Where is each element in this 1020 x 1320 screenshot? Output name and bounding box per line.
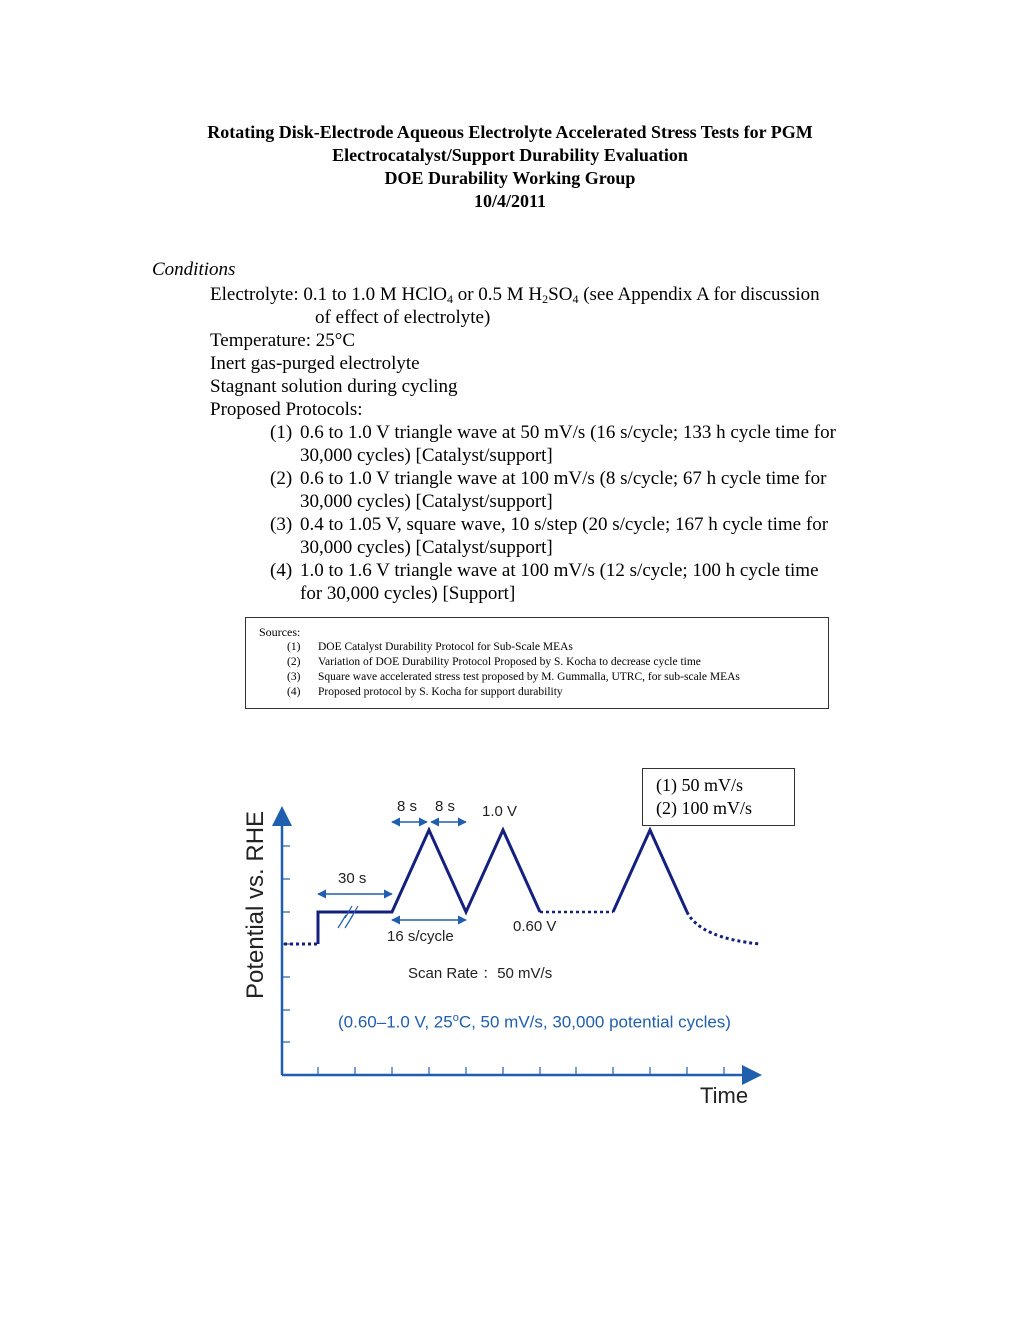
label-upper-potential: 1.0 V <box>482 803 518 820</box>
title-line-1: Rotating Disk-Electrode Aqueous Electrolyte Accelerated Stress Tests for PGM <box>207 122 813 142</box>
protocol-item-cont: 30,000 cycles) [Catalyst/support] <box>300 445 553 466</box>
label-8s-b: 8 s <box>435 798 456 815</box>
break-marks <box>338 906 358 928</box>
waveform-line-last <box>613 830 687 912</box>
title-line-2: Electrocatalyst/Support Durability Evaluation <box>332 145 688 165</box>
title-date: 10/4/2011 <box>473 191 546 211</box>
electrolyte-line-cont: of effect of electrolyte) <box>315 307 491 328</box>
label-cycle-time: 16 s/cycle <box>387 928 454 945</box>
protocol-item-cont: 30,000 cycles) [Catalyst/support] <box>300 491 553 512</box>
protocol-item-cont: 30,000 cycles) [Catalyst/support] <box>300 537 553 558</box>
title-line-3: DOE Durability Working Group <box>384 168 636 188</box>
label-30s: 30 s <box>338 870 367 887</box>
sources-box: Sources: (1) DOE Catalyst Durability Protocol for Sub-Scale MEAs (2) Variation of DOE Durability Protocol Proposed by S. Kocha to decrease cycle time (3) Square wave accelerated stress test proposed by M. Gummalla, UTRC, for sub-scale MEAs (4) Proposed protocol by S. Kocha for support durability <box>245 617 829 709</box>
label-scan-rate: Scan Rate ：50 mV/s <box>408 965 553 982</box>
label-8s-a: 8 s <box>397 798 418 815</box>
temperature-line: Temperature: 25°C <box>210 330 356 351</box>
legend-item: (1) 50 mV/s <box>656 775 743 795</box>
label-lower-potential: 0.60 V <box>513 918 557 935</box>
legend-item: (2) 100 mV/s <box>656 798 752 818</box>
document-title <box>0 121 1020 213</box>
test-conditions-summary: (0.60–1.0 V, 25$^o$C, 50 mV/s, 30,000 potential cycles) <box>338 1012 731 1032</box>
sources-title: Sources: <box>259 625 301 639</box>
stagnant-line: Stagnant solution during cycling <box>210 376 458 397</box>
electrolyte-line: Electrolyte: 0.1 to 1.0 M HClO$_4$ or 0.5 M $H_2SO_4$ (see Appendix A for discussion <box>210 284 820 306</box>
x-axis-label: Time <box>700 1083 749 1108</box>
inert-gas-line: Inert gas-purged electrolyte <box>210 353 420 374</box>
waveform-decay-dotted <box>687 912 760 944</box>
proposed-protocols-heading: Proposed Protocols: <box>210 399 363 420</box>
conditions-heading: Conditions <box>152 259 236 280</box>
scan-rate-legend <box>642 768 795 826</box>
potential-waveform-diagram <box>230 780 790 1120</box>
protocol-item-cont: for 30,000 cycles) [Support] <box>300 583 516 604</box>
y-axis-label: Potential vs. RHE <box>242 810 269 1000</box>
waveform-line <box>318 830 540 944</box>
